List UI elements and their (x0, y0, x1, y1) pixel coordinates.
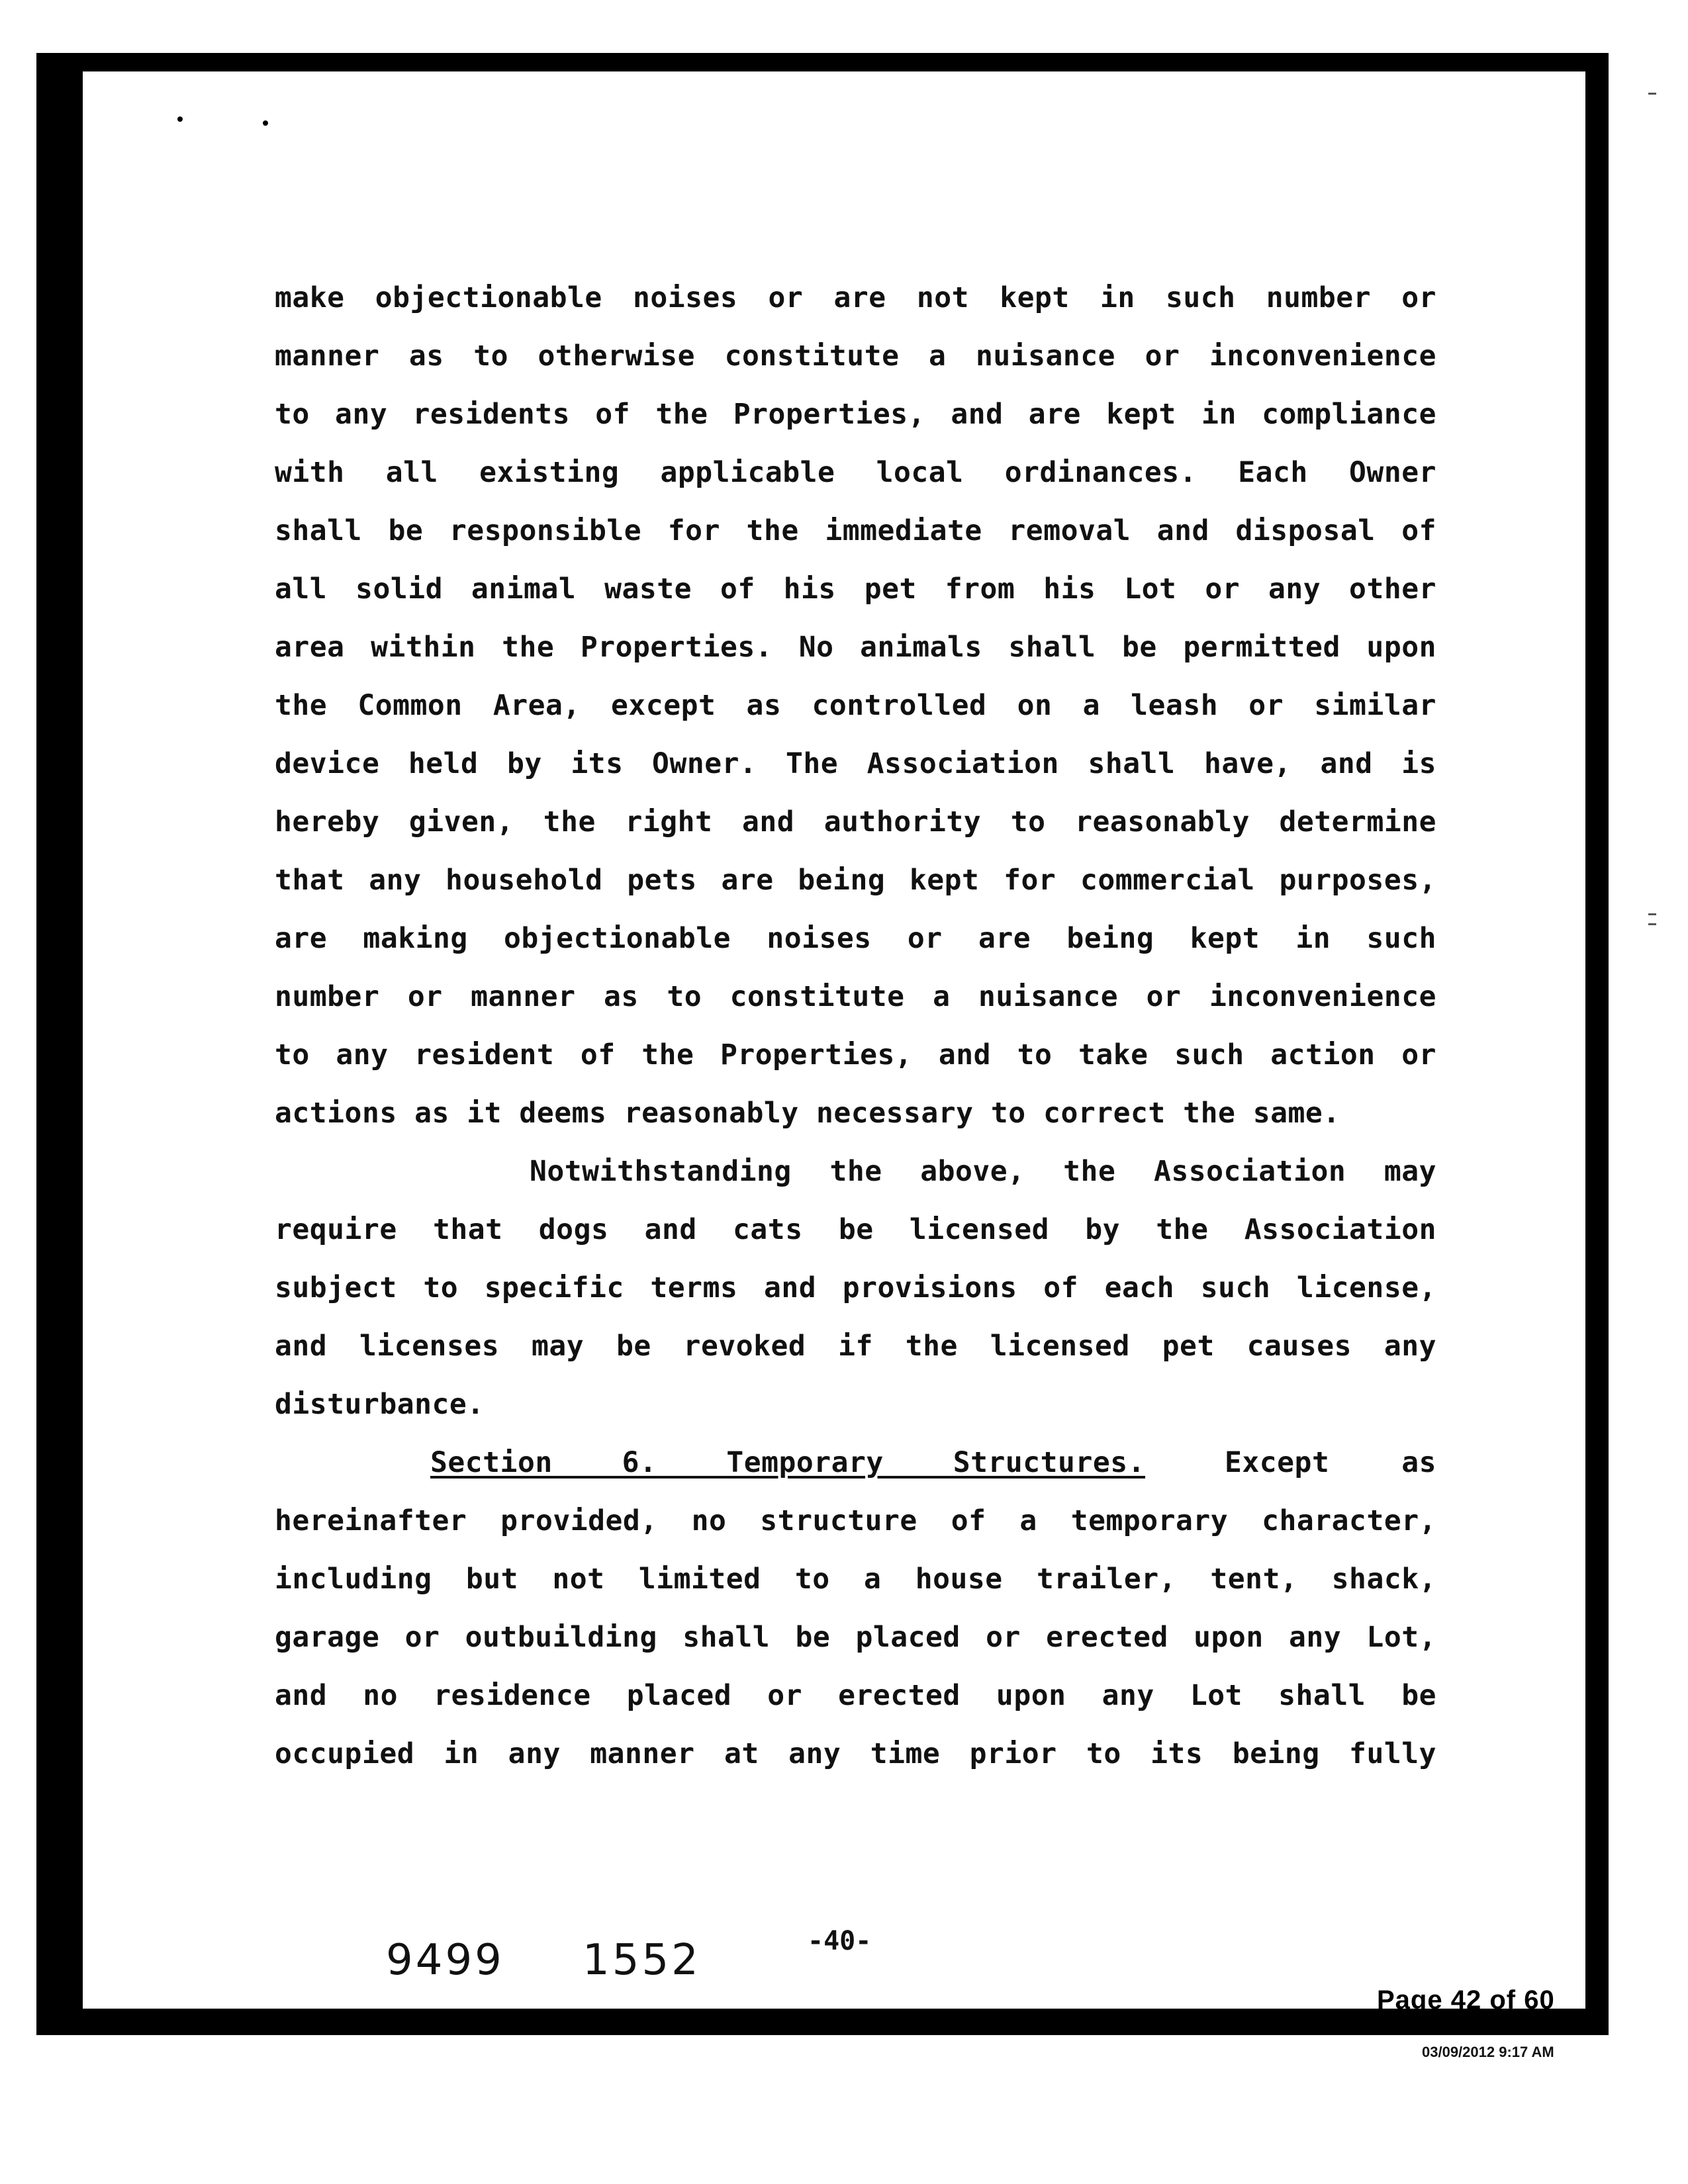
body-line: area within the Properties. No animals shall be permitted upon (275, 631, 1436, 664)
section-line: occupied in any manner at any time prior to its being fully (275, 1737, 1436, 1770)
scan-speck (263, 120, 268, 126)
body-line: are making objectionable noises or are being kept in such (275, 922, 1436, 955)
section-line: including but not limited to a house trailer, tent, shack, (275, 1563, 1436, 1596)
section-line: hereinafter provided, no structure of a temporary character, (275, 1504, 1436, 1537)
scan-speck (177, 116, 183, 122)
paragraph-line: and licenses may be revoked if the licensed pet causes any (275, 1330, 1436, 1363)
body-line: to any resident of the Properties, and to take such action or (275, 1038, 1436, 1071)
body-line: make objectionable noises or are not kept in such number or (275, 281, 1436, 314)
section-heading-continuation: Except as (1225, 1446, 1436, 1479)
paragraph-line: subject to specific terms and provisions of each such license, (275, 1271, 1436, 1304)
section-heading-line (430, 1446, 1436, 1479)
book-number: 9499 (386, 1936, 504, 1985)
paragraph-line: require that dogs and cats be licensed by the Association (275, 1213, 1436, 1246)
stamp-bar (1324, 2016, 1575, 2025)
page-number: -40- (808, 1926, 872, 1956)
body-line: shall be responsible for the immediate removal and disposal of (275, 514, 1436, 547)
body-line: hereby given, the right and authority to reasonably determine (275, 805, 1436, 839)
body-line: actions as it deems reasonably necessary to correct the same. (275, 1097, 1340, 1130)
body-line: to any residents of the Properties, and are kept in compliance (275, 398, 1436, 431)
section-line: garage or outbuilding shall be placed or erected upon any Lot, (275, 1621, 1436, 1654)
paragraph-line: Notwithstanding the above, the Association may (530, 1155, 1436, 1188)
scan-mark (1648, 93, 1656, 95)
scan-border-right (1585, 53, 1609, 2032)
section-heading: Section 6. Temporary Structures. (430, 1446, 1145, 1479)
page-count-stamp: Page 42 of 60 (1377, 1985, 1555, 2015)
scan-border-top (36, 53, 1605, 71)
body-line: the Common Area, except as controlled on a leash or similar (275, 689, 1436, 722)
body-line: with all existing applicable local ordinances. Each Owner (275, 456, 1436, 489)
body-line: all solid animal waste of his pet from his Lot or any other (275, 572, 1436, 606)
timestamp: 03/09/2012 9:17 AM (1422, 2044, 1554, 2060)
body-line: manner as to otherwise constitute a nuisance or inconvenience (275, 340, 1436, 373)
scan-mark (1648, 913, 1656, 915)
page-reference: 1552 (583, 1936, 701, 1985)
body-line: that any household pets are being kept for commercial purposes, (275, 864, 1436, 897)
scan-mark (1648, 923, 1656, 925)
body-line: number or manner as to constitute a nuisance or inconvenience (275, 980, 1436, 1013)
section-line: and no residence placed or erected upon any Lot shall be (275, 1679, 1436, 1712)
paragraph-line: disturbance. (275, 1388, 485, 1421)
scan-border-left (36, 53, 83, 2032)
body-line: device held by its Owner. The Association shall have, and is (275, 747, 1436, 780)
